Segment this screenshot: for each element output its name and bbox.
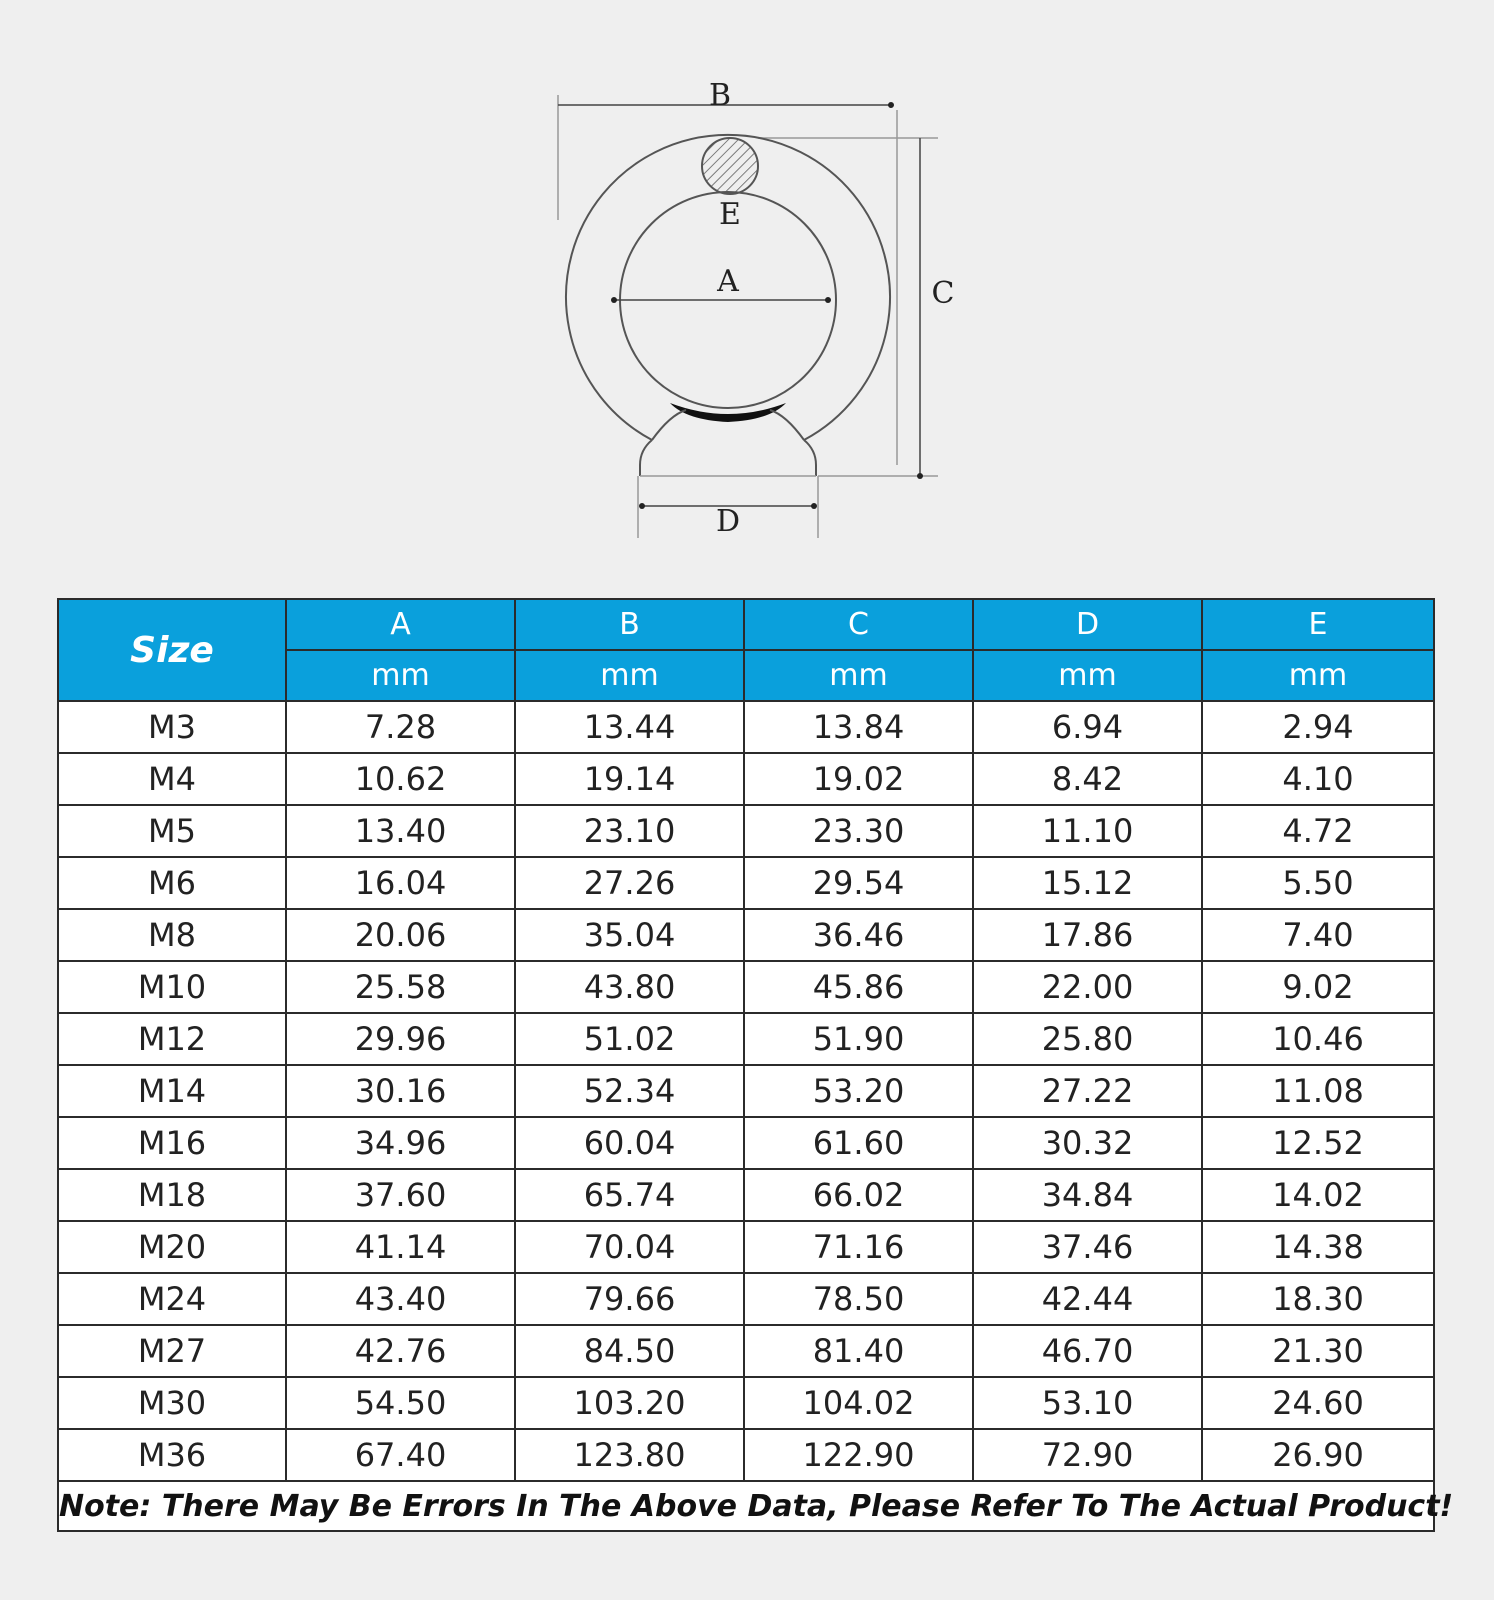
unit-header-e: mm — [1202, 650, 1434, 701]
e-cell: 21.30 — [1202, 1325, 1434, 1377]
e-cell: 18.30 — [1202, 1273, 1434, 1325]
d-cell: 11.10 — [973, 805, 1202, 857]
e-cell: 24.60 — [1202, 1377, 1434, 1429]
b-cell: 23.10 — [515, 805, 744, 857]
unit-header-a: mm — [286, 650, 515, 701]
d-cell: 30.32 — [973, 1117, 1202, 1169]
unit-header-d: mm — [973, 650, 1202, 701]
b-cell: 27.26 — [515, 857, 744, 909]
size-cell: M30 — [58, 1377, 286, 1429]
a-cell: 16.04 — [286, 857, 515, 909]
c-cell: 81.40 — [744, 1325, 973, 1377]
a-cell: 41.14 — [286, 1221, 515, 1273]
a-cell: 7.28 — [286, 701, 515, 753]
a-cell: 37.60 — [286, 1169, 515, 1221]
c-cell: 23.30 — [744, 805, 973, 857]
b-cell: 13.44 — [515, 701, 744, 753]
d-cell: 46.70 — [973, 1325, 1202, 1377]
note-text: Note: There May Be Errors In The Above Data, Please Refer To The Actual Product! — [58, 1481, 1434, 1531]
b-cell: 52.34 — [515, 1065, 744, 1117]
size-cell: M27 — [58, 1325, 286, 1377]
a-cell: 54.50 — [286, 1377, 515, 1429]
size-cell: M10 — [58, 961, 286, 1013]
table-row — [58, 1117, 1434, 1169]
table-row — [58, 701, 1434, 753]
d-cell: 15.12 — [973, 857, 1202, 909]
c-cell: 122.90 — [744, 1429, 973, 1481]
note-row — [58, 1481, 1434, 1531]
a-cell: 30.16 — [286, 1065, 515, 1117]
e-cell: 4.72 — [1202, 805, 1434, 857]
table-row — [58, 1013, 1434, 1065]
table-row — [58, 1169, 1434, 1221]
col-header-c: C — [744, 599, 973, 650]
b-cell: 60.04 — [515, 1117, 744, 1169]
a-cell: 34.96 — [286, 1117, 515, 1169]
label-e: E — [719, 197, 741, 232]
d-cell: 17.86 — [973, 909, 1202, 961]
size-cell: M8 — [58, 909, 286, 961]
d-cell: 8.42 — [973, 753, 1202, 805]
c-cell: 45.86 — [744, 961, 973, 1013]
b-cell: 84.50 — [515, 1325, 744, 1377]
c-cell: 29.54 — [744, 857, 973, 909]
c-cell: 104.02 — [744, 1377, 973, 1429]
c-cell: 61.60 — [744, 1117, 973, 1169]
table-row — [58, 1429, 1434, 1481]
label-b: B — [708, 78, 732, 113]
e-cell: 14.02 — [1202, 1169, 1434, 1221]
d-cell: 34.84 — [973, 1169, 1202, 1221]
b-cell: 123.80 — [515, 1429, 744, 1481]
size-cell: M4 — [58, 753, 286, 805]
a-cell: 13.40 — [286, 805, 515, 857]
col-header-d: D — [973, 599, 1202, 650]
a-cell: 10.62 — [286, 753, 515, 805]
d-cell: 6.94 — [973, 701, 1202, 753]
d-cell: 37.46 — [973, 1221, 1202, 1273]
b-cell: 43.80 — [515, 961, 744, 1013]
col-header-b: B — [515, 599, 744, 650]
table-row — [58, 753, 1434, 805]
e-cell: 14.38 — [1202, 1221, 1434, 1273]
table-row — [58, 1273, 1434, 1325]
d-cell: 72.90 — [973, 1429, 1202, 1481]
e-cell: 12.52 — [1202, 1117, 1434, 1169]
e-cell: 5.50 — [1202, 857, 1434, 909]
col-header-e: E — [1202, 599, 1434, 650]
size-spec-table — [57, 598, 1454, 1532]
b-cell: 51.02 — [515, 1013, 744, 1065]
size-cell: M12 — [58, 1013, 286, 1065]
b-cell: 103.20 — [515, 1377, 744, 1429]
d-cell: 53.10 — [973, 1377, 1202, 1429]
size-cell: M24 — [58, 1273, 286, 1325]
unit-header-b: mm — [515, 650, 744, 701]
size-cell: M18 — [58, 1169, 286, 1221]
table-row — [58, 1065, 1434, 1117]
a-cell: 42.76 — [286, 1325, 515, 1377]
e-cell: 4.10 — [1202, 753, 1434, 805]
c-cell: 51.90 — [744, 1013, 973, 1065]
c-cell: 71.16 — [744, 1221, 973, 1273]
table-row — [58, 1221, 1434, 1273]
e-cell: 10.46 — [1202, 1013, 1434, 1065]
unit-header-c: mm — [744, 650, 973, 701]
label-c: C — [931, 276, 955, 311]
c-cell: 53.20 — [744, 1065, 973, 1117]
e-cell: 7.40 — [1202, 909, 1434, 961]
size-header: Size — [58, 599, 286, 701]
a-cell: 20.06 — [286, 909, 515, 961]
c-cell: 19.02 — [744, 753, 973, 805]
label-a: A — [717, 264, 739, 299]
b-cell: 35.04 — [515, 909, 744, 961]
size-cell: M20 — [58, 1221, 286, 1273]
a-cell: 43.40 — [286, 1273, 515, 1325]
c-cell: 13.84 — [744, 701, 973, 753]
a-cell: 25.58 — [286, 961, 515, 1013]
c-cell: 66.02 — [744, 1169, 973, 1221]
b-cell: 19.14 — [515, 753, 744, 805]
c-cell: 36.46 — [744, 909, 973, 961]
b-cell: 70.04 — [515, 1221, 744, 1273]
wire-section-e — [702, 138, 758, 194]
d-cell: 25.80 — [973, 1013, 1202, 1065]
header-row-letters — [58, 599, 1434, 650]
table-row — [58, 909, 1434, 961]
ring-body — [566, 135, 890, 476]
d-cell: 27.22 — [973, 1065, 1202, 1117]
size-cell: M5 — [58, 805, 286, 857]
e-cell: 2.94 — [1202, 701, 1434, 753]
size-cell: M36 — [58, 1429, 286, 1481]
c-cell: 78.50 — [744, 1273, 973, 1325]
label-d: D — [715, 504, 741, 539]
e-cell: 9.02 — [1202, 961, 1434, 1013]
d-cell: 42.44 — [973, 1273, 1202, 1325]
d-cell: 22.00 — [973, 961, 1202, 1013]
e-cell: 26.90 — [1202, 1429, 1434, 1481]
size-cell: M6 — [58, 857, 286, 909]
size-cell: M3 — [58, 701, 286, 753]
table-row — [58, 1377, 1434, 1429]
table-row — [58, 805, 1434, 857]
table-row — [58, 1325, 1434, 1377]
eye-nut-diagram — [540, 70, 960, 560]
e-cell: 11.08 — [1202, 1065, 1434, 1117]
table-row — [58, 857, 1434, 909]
b-cell: 65.74 — [515, 1169, 744, 1221]
a-cell: 67.40 — [286, 1429, 515, 1481]
table-row — [58, 961, 1434, 1013]
size-cell: M16 — [58, 1117, 286, 1169]
col-header-a: A — [286, 599, 515, 650]
a-cell: 29.96 — [286, 1013, 515, 1065]
size-cell: M14 — [58, 1065, 286, 1117]
table-body — [58, 701, 1434, 1481]
b-cell: 79.66 — [515, 1273, 744, 1325]
